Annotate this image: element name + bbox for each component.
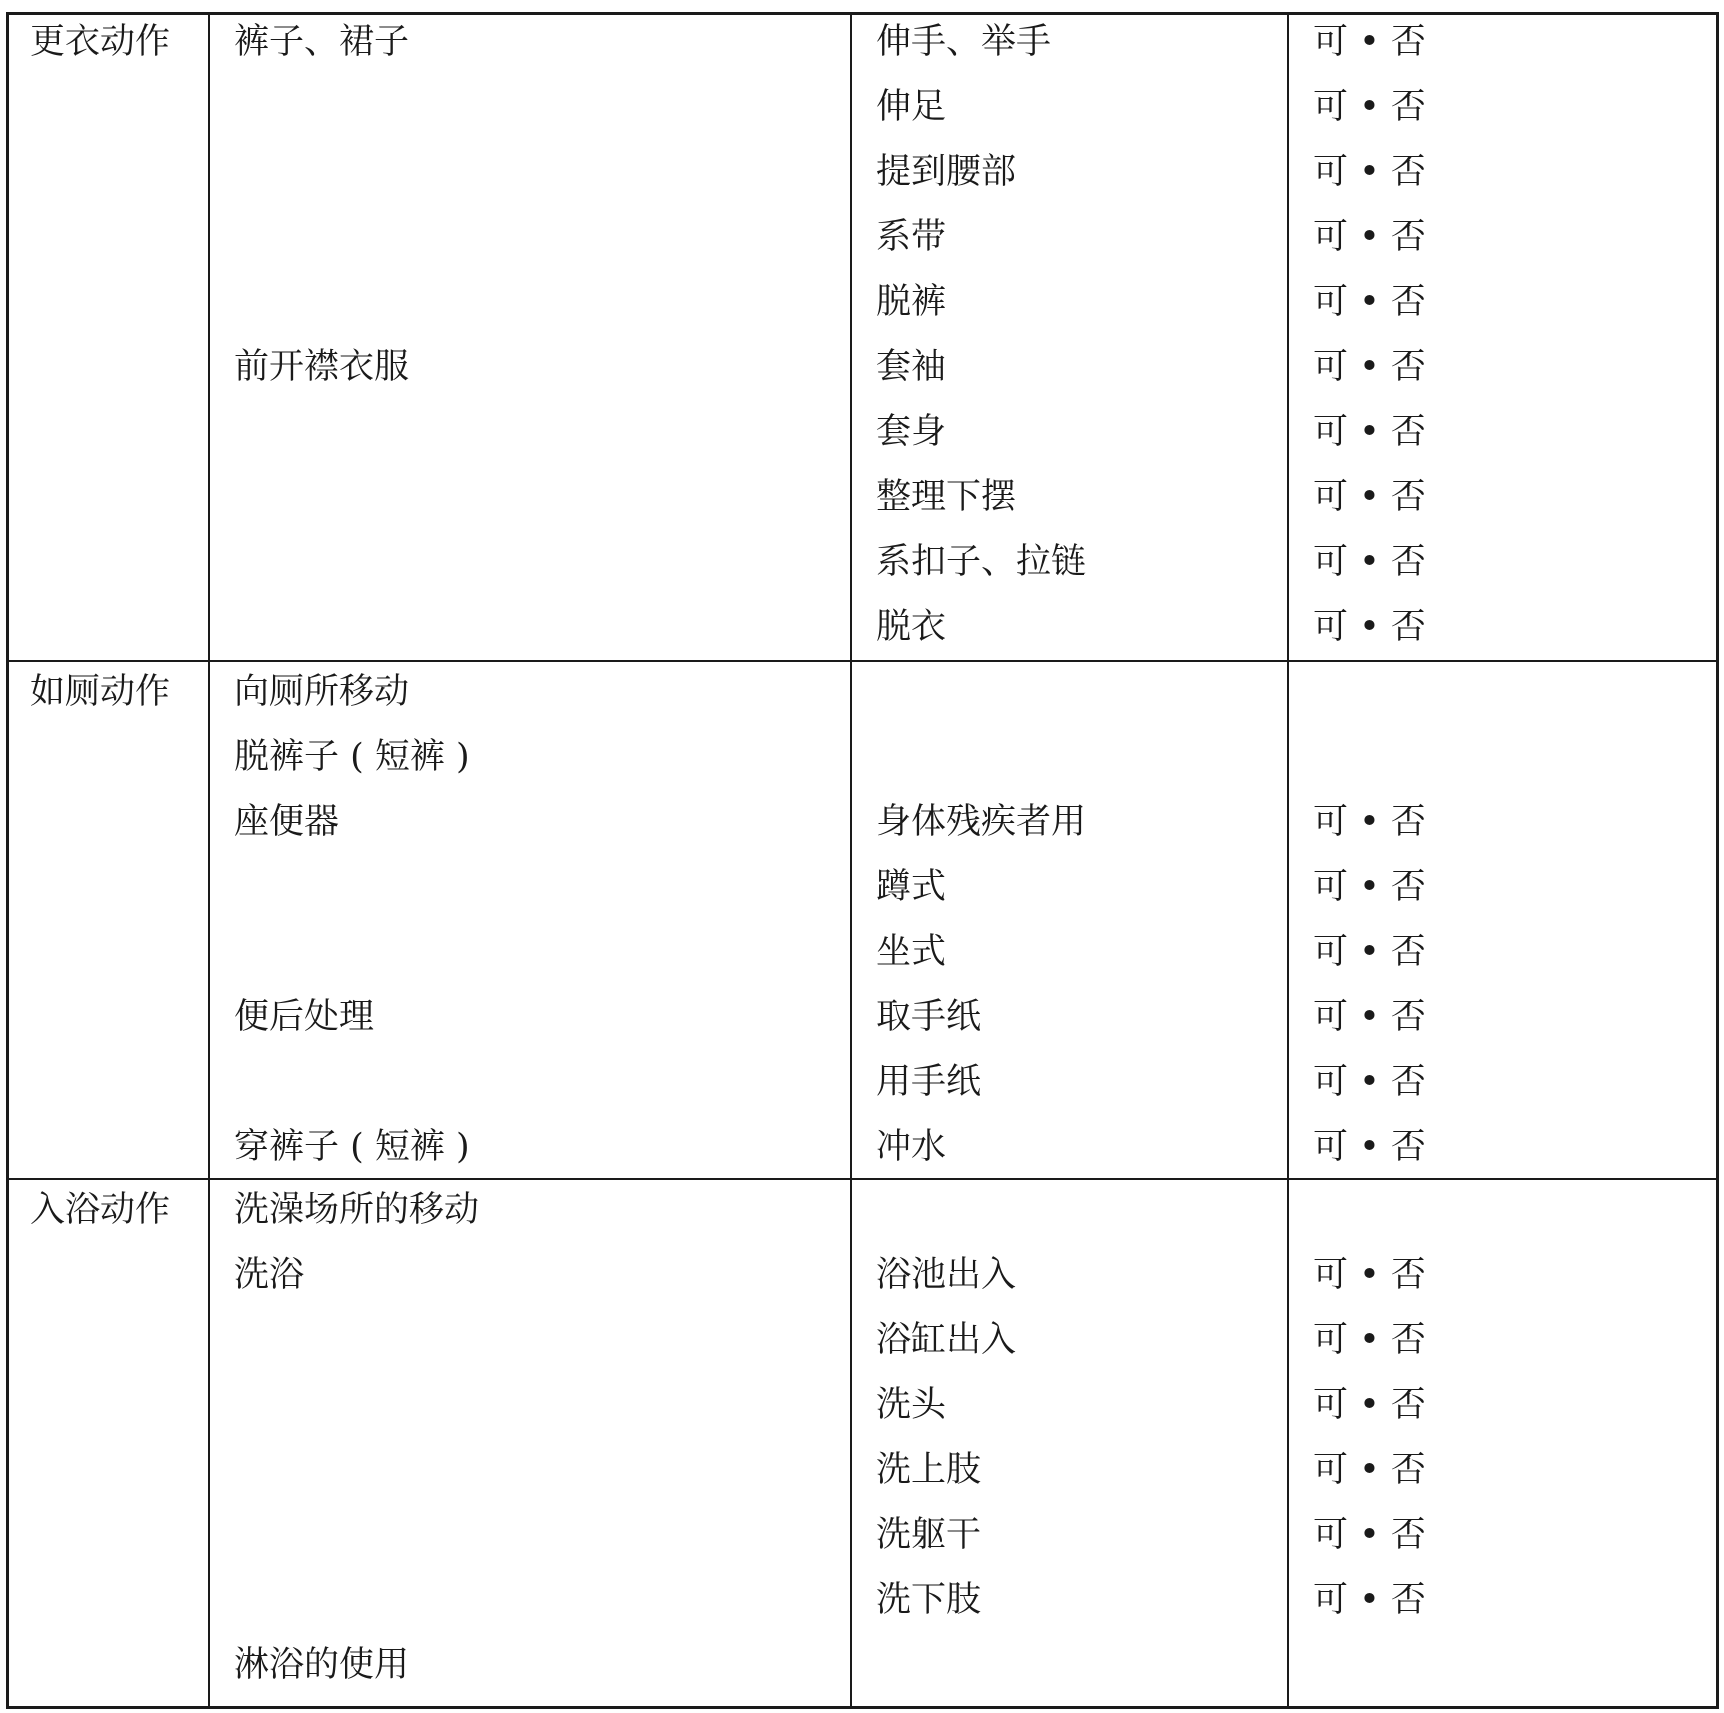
judgement-label: 可 • 否 [1313, 932, 1426, 972]
judgement-label: 可 • 否 [1313, 542, 1426, 582]
item-label: 便后处理 [234, 997, 375, 1037]
action-label: 冲水 [876, 1127, 947, 1167]
adl-table [6, 12, 1719, 1709]
column-divider [208, 12, 210, 1709]
judgement-label: 可 • 否 [1313, 477, 1426, 517]
action-label: 脱裤 [876, 282, 947, 322]
judgement-label: 可 • 否 [1313, 867, 1426, 907]
category-label: 更衣动作 [30, 22, 171, 62]
judgement-label: 可 • 否 [1313, 217, 1426, 257]
action-label: 坐式 [876, 932, 947, 972]
section-divider [6, 1178, 1719, 1180]
judgement-label: 可 • 否 [1313, 1450, 1426, 1490]
action-label: 脱衣 [876, 607, 947, 647]
judgement-label: 可 • 否 [1313, 607, 1426, 647]
judgement-label: 可 • 否 [1313, 282, 1426, 322]
action-label: 蹲式 [876, 867, 947, 907]
action-label: 洗头 [876, 1385, 947, 1425]
action-label: 洗躯干 [876, 1515, 982, 1555]
judgement-label: 可 • 否 [1313, 1515, 1426, 1555]
judgement-label: 可 • 否 [1313, 1580, 1426, 1620]
action-label: 洗下肢 [876, 1580, 982, 1620]
table-border [6, 12, 1719, 1709]
item-label: 洗澡场所的移动 [234, 1190, 480, 1230]
action-label: 系带 [876, 217, 947, 257]
judgement-label: 可 • 否 [1313, 997, 1426, 1037]
judgement-label: 可 • 否 [1313, 22, 1426, 62]
judgement-label: 可 • 否 [1313, 1255, 1426, 1295]
action-label: 伸足 [876, 87, 947, 127]
item-label: 座便器 [234, 802, 340, 842]
judgement-label: 可 • 否 [1313, 1062, 1426, 1102]
judgement-label: 可 • 否 [1313, 1385, 1426, 1425]
action-label: 浴缸出入 [876, 1320, 1017, 1360]
action-label: 伸手、举手 [876, 22, 1052, 62]
action-label: 洗上肢 [876, 1450, 982, 1490]
judgement-label: 可 • 否 [1313, 152, 1426, 192]
action-label: 系扣子、拉链 [876, 542, 1087, 582]
section-divider [6, 660, 1719, 662]
item-label: 淋浴的使用 [234, 1645, 410, 1685]
action-label: 浴池出入 [876, 1255, 1017, 1295]
item-label: 前开襟衣服 [234, 347, 410, 387]
item-label: 裤子、裙子 [234, 22, 410, 62]
item-label: 脱裤子 ( 短裤 ) [234, 737, 470, 777]
judgement-label: 可 • 否 [1313, 802, 1426, 842]
judgement-label: 可 • 否 [1313, 1320, 1426, 1360]
action-label: 提到腰部 [876, 152, 1017, 192]
action-label: 身体残疾者用 [876, 802, 1087, 842]
action-label: 用手纸 [876, 1062, 982, 1102]
column-divider [850, 12, 852, 1709]
category-label: 如厕动作 [30, 672, 171, 712]
action-label: 整理下摆 [876, 477, 1017, 517]
judgement-label: 可 • 否 [1313, 412, 1426, 452]
column-divider [1287, 12, 1289, 1709]
judgement-label: 可 • 否 [1313, 1127, 1426, 1167]
action-label: 套身 [876, 412, 947, 452]
item-label: 洗浴 [234, 1255, 305, 1295]
item-label: 穿裤子 ( 短裤 ) [234, 1127, 470, 1167]
category-label: 入浴动作 [30, 1190, 171, 1230]
judgement-label: 可 • 否 [1313, 87, 1426, 127]
action-label: 取手纸 [876, 997, 982, 1037]
item-label: 向厕所移动 [234, 672, 410, 712]
action-label: 套袖 [876, 347, 947, 387]
judgement-label: 可 • 否 [1313, 347, 1426, 387]
